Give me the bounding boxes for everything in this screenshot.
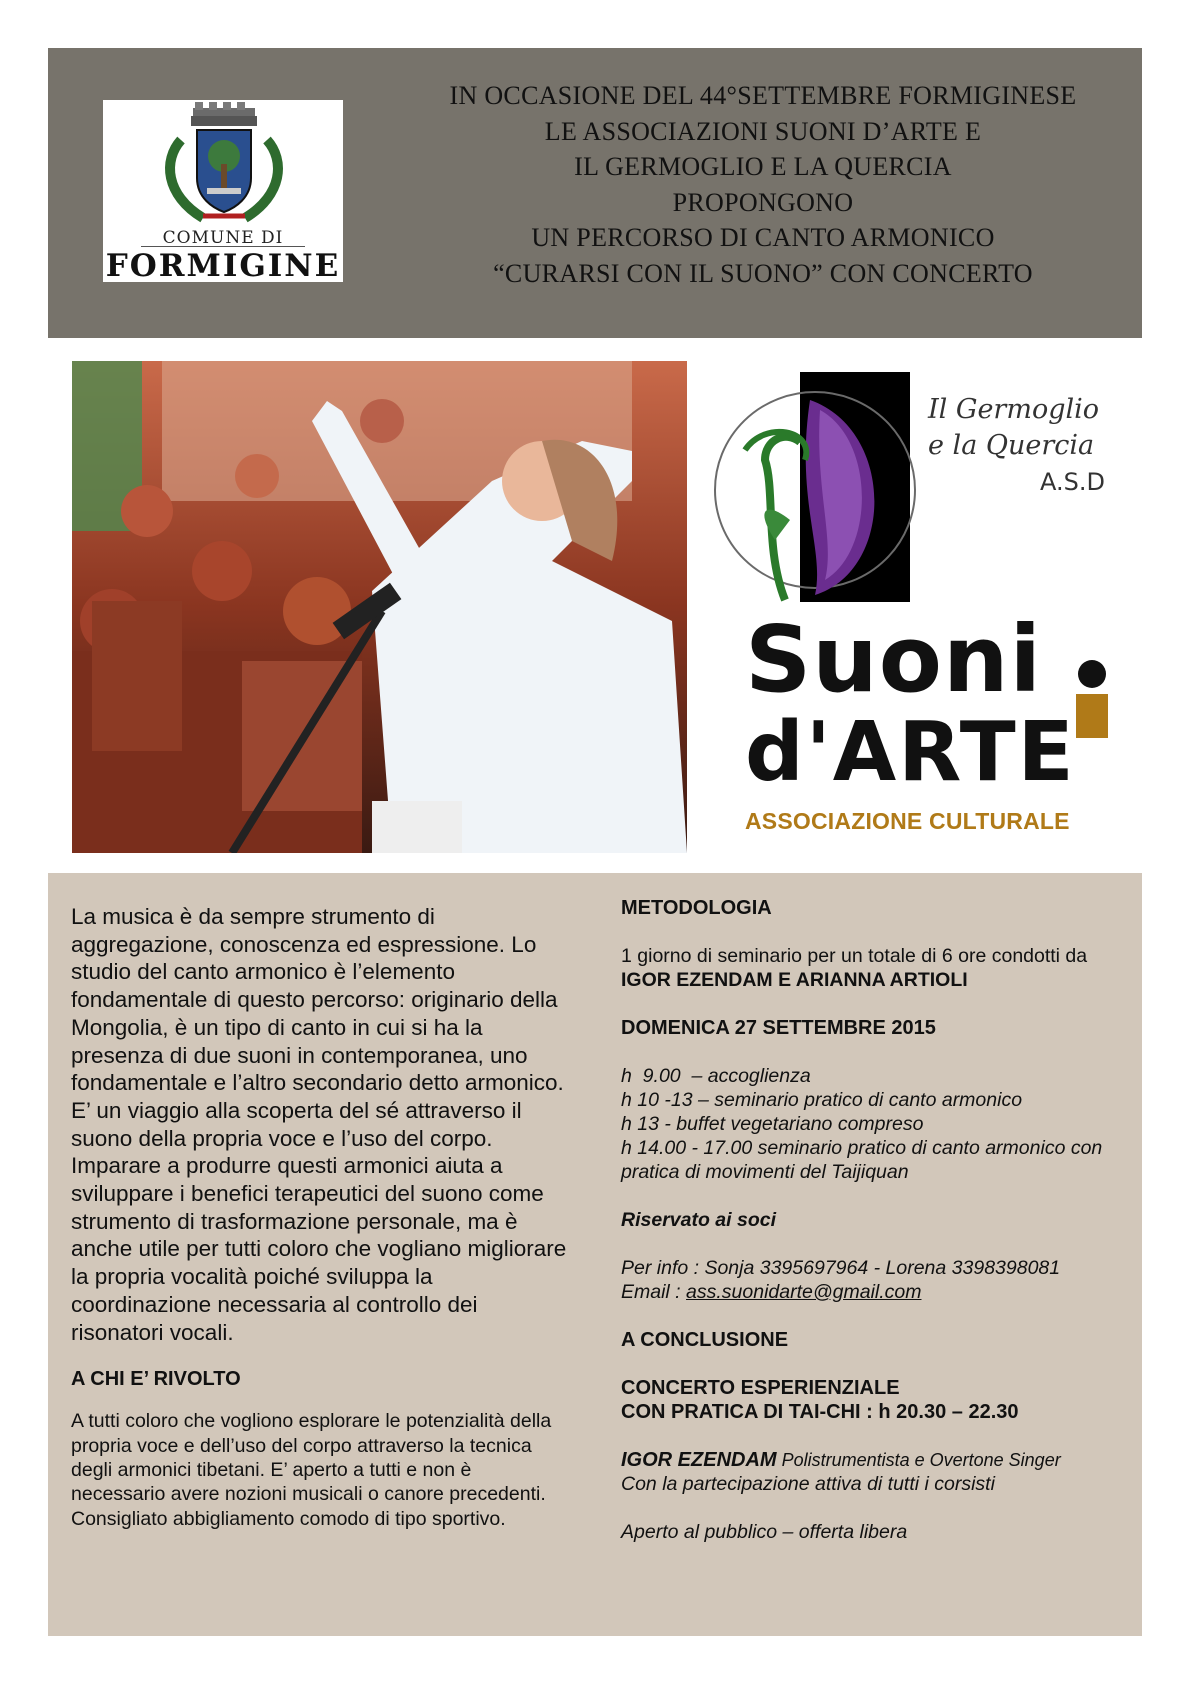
method-heading: METODOLOGIA	[621, 897, 772, 919]
contact-phones: Per info : Sonja 3395697964 - Lorena 3398398081	[621, 1257, 1061, 1279]
info-panel	[48, 873, 1142, 1636]
email-label: Email :	[621, 1281, 687, 1303]
suoni-logo-word2: d'ARTE	[745, 705, 1076, 800]
method-pre: 1 giorno di seminario per un totale di 6 ore condotti da	[621, 945, 1088, 967]
right-column	[621, 896, 1131, 1544]
suoni-dot-icon	[1072, 660, 1112, 740]
header-title-line: IN OCCASIONE DEL 44°SETTEMBRE FORMIGINESE	[449, 81, 1077, 110]
target-paragraph: A tutti coloro che vogliono esplorare le potenzialità della propria voce e dell’uso del corpo attraverso la tecnica degli armonici tibetani. E’ aperto a tutti e non è necessario avere nozioni musicali o canore precedenti. Consigliato abbigliamento comodo di tipo sportivo.	[71, 1410, 552, 1530]
concert-title: CONCERTO ESPERIENZIALE	[621, 1377, 900, 1399]
header-title-line: PROPONGONO	[672, 187, 854, 217]
method-text	[621, 944, 1131, 992]
header-title	[408, 78, 1118, 291]
concert-time: CON PRATICA DI TAI-CHI : h 20.30 – 22.30	[621, 1401, 1019, 1423]
performer-line	[621, 1448, 1131, 1472]
logo-caption-top: COMUNE DI	[162, 228, 284, 248]
method-names: IGOR EZENDAM E ARIANNA ARTIOLI	[621, 969, 968, 991]
concert-photo	[72, 361, 687, 853]
performer-name: IGOR EZENDAM	[621, 1449, 777, 1471]
participation-note: Con la partecipazione attiva di tutti i corsisti	[621, 1473, 995, 1495]
performer-role: Polistrumentista e Overtone Singer	[776, 1450, 1061, 1470]
conclusion-heading: A CONCLUSIONE	[621, 1329, 789, 1351]
event-date: DOMENICA 27 SETTEMBRE 2015	[621, 1017, 936, 1039]
germoglio-emblem-icon	[705, 370, 925, 605]
schedule-item: h 14.00 - 17.00 seminario pratico di canto armonico con pratica di movimenti del Taijiquan	[621, 1137, 1103, 1183]
concert-photo-icon	[72, 361, 687, 853]
left-column	[71, 903, 571, 1531]
header-title-line: “CURARSI CON IL SUONO” CON CONCERTO	[493, 258, 1033, 288]
header-title-line: UN PERCORSO DI CANTO ARMONICO	[531, 223, 995, 252]
comune-formigine-logo	[103, 100, 343, 282]
target-heading: A CHI E’ RIVOLTO	[71, 1368, 241, 1391]
reserved-note: Riservato ai soci	[621, 1209, 776, 1231]
schedule-item: h 13 - buffet vegetariano compreso	[621, 1113, 924, 1135]
schedule-item: h 9.00 – accoglienza	[621, 1065, 811, 1087]
germoglio-asd: A.S.D	[1040, 468, 1105, 496]
header-banner	[48, 48, 1142, 338]
schedule-item: h 10 -13 – seminario pratico di canto armonico	[621, 1089, 1023, 1111]
suoni-logo-word1: Suoni	[745, 606, 1042, 713]
intro-paragraph: La musica è da sempre strumento di aggregazione, conoscenza ed espressione. Lo studio del canto armonico è l’elemento fondamentale di questo percorso: originario della Mongolia, è un tipo di canto in cui si ha la presenza di due suoni in contemporanea, uno fondamentale e l’altro secondario detto armonico. E’ un viaggio alla scoperta del sé attraverso il suono della propria voce e l’uso del corpo. Imparare a produrre questi armonici aiuta a sviluppare i benefici terapeutici del suono come strumento di trasformazione personale, ma è anche utile per tutti coloro che vogliano migliorare la propria vocalità poiché sviluppa la coordinazione necessaria al controllo dei risonatori vocali.	[71, 904, 567, 1345]
email-link[interactable]: ass.suonidarte@gmail.com	[686, 1281, 922, 1303]
coat-of-arms-icon	[103, 100, 343, 230]
germoglio-name	[928, 392, 1105, 500]
contact-email-line	[621, 1280, 1131, 1304]
germoglio-line-2: e la Quercia	[928, 430, 1095, 461]
suoni-logo-subtitle: ASSOCIAZIONE CULTURALE	[745, 808, 1070, 834]
header-title-line: IL GERMOGLIO E LA QUERCIA	[574, 152, 952, 181]
open-note: Aperto al pubblico – offerta libera	[621, 1521, 908, 1543]
logo-caption-bottom: FORMIGINE	[105, 248, 341, 284]
header-title-line: LE ASSOCIAZIONI SUONI D’ARTE E	[544, 116, 982, 146]
germoglio-line-1: Il Germoglio	[928, 394, 1100, 425]
